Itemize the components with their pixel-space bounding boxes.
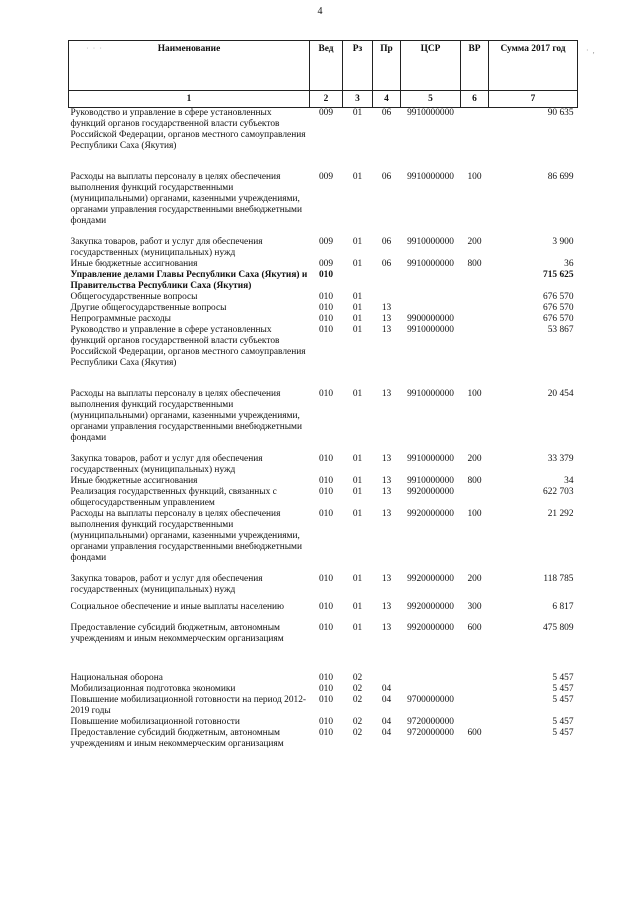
budget-table [68, 40, 578, 750]
row-name: Иные бюджетные ассигнования [70, 476, 198, 486]
row-sum: 118 785 [543, 574, 574, 584]
row-ved: 009 [318, 259, 334, 269]
column-number: 1 [69, 91, 310, 108]
row-name: Реализация государственных функций, связанных с общегосударственным управлением [70, 487, 277, 508]
row-name: Закупка товаров, работ и услуг для обеспечения государственных (муниципальных) нужд [70, 237, 263, 258]
row-name: Расходы на выплаты персоналу в целях обеспечения выполнения функций государственными (муниципальными) органами, казенными учреждениями, органами управления государственными внебюджетными фондами [70, 172, 302, 226]
row-rz: 01 [352, 314, 363, 324]
table-body [69, 108, 578, 751]
row-csr [401, 684, 461, 695]
table-row [69, 108, 578, 153]
table-row [69, 303, 578, 314]
column-number: 7 [489, 91, 578, 108]
row-rz: 02 [352, 673, 363, 683]
table-row [69, 444, 578, 476]
row-name: Закупка товаров, работ и услуг для обеспечения государственных (муниципальных) нужд [70, 574, 263, 595]
header-ved: Вед [310, 41, 343, 91]
row-vr [461, 717, 489, 728]
row-ved: 010 [318, 292, 334, 302]
table-row [69, 259, 578, 270]
row-name: Руководство и управление в сфере установленных функций органов государственной власти субъектов Российской Федерации, органов местного самоуправления Республики Саха (Якутия) [70, 108, 306, 151]
table-row [69, 613, 578, 645]
row-vr: 800 [467, 476, 482, 486]
row-pr: 06 [381, 108, 392, 118]
row-vr [461, 108, 489, 153]
table-row [69, 152, 578, 227]
row-csr [401, 292, 461, 303]
row-csr: 9920000000 [407, 509, 454, 519]
row-sum: 20 454 [547, 389, 574, 399]
row-pr: 06 [381, 172, 392, 182]
row-sum: 676 570 [543, 314, 574, 324]
row-csr: 9900000000 [407, 314, 454, 324]
header-csr: ЦСР [401, 41, 461, 91]
row-csr: 9700000000 [407, 695, 454, 705]
table-row [69, 369, 578, 444]
row-vr: 600 [467, 728, 482, 738]
table-row [69, 564, 578, 596]
row-csr [401, 303, 461, 314]
table-row [69, 596, 578, 613]
row-vr: 200 [467, 237, 482, 247]
row-ved: 010 [318, 389, 334, 399]
table-row [69, 270, 578, 292]
row-csr: 9720000000 [407, 728, 454, 738]
row-sum: 5 457 [552, 673, 574, 683]
row-csr: 9910000000 [407, 172, 454, 182]
row-csr: 9910000000 [407, 476, 454, 486]
row-rz: 01 [352, 487, 363, 497]
table-row [69, 684, 578, 695]
row-pr: 13 [381, 314, 392, 324]
row-ved: 010 [318, 476, 334, 486]
row-pr: 13 [381, 509, 392, 519]
row-csr [401, 645, 461, 684]
row-pr: 13 [381, 303, 392, 313]
row-csr: 9720000000 [407, 717, 454, 727]
row-pr: 06 [381, 259, 392, 269]
table-row [69, 227, 578, 259]
table-row [69, 476, 578, 487]
row-name: Расходы на выплаты персоналу в целях обеспечения выполнения функций государственными (муниципальными) органами, казенными учреждениями, органами управления государственными внебюджетными фондами [70, 509, 302, 563]
row-vr: 200 [467, 574, 482, 584]
row-sum: 475 809 [543, 623, 574, 633]
row-rz: 01 [352, 623, 363, 633]
row-rz: 01 [352, 389, 363, 399]
row-pr: 13 [381, 325, 392, 335]
row-vr [461, 325, 489, 369]
row-vr [461, 487, 489, 509]
header-pr: Пр [373, 41, 401, 91]
row-name: Руководство и управление в сфере установленных функций органов государственной власти субъектов Российской Федерации, органов местного самоуправления Республики Саха (Якутия) [70, 325, 306, 368]
row-ved: 010 [318, 303, 334, 313]
row-rz: 01 [352, 108, 363, 118]
row-sum: 36 [564, 259, 574, 269]
row-sum: 676 570 [543, 303, 574, 313]
row-ved: 010 [318, 602, 334, 612]
row-sum: 6 817 [552, 602, 574, 612]
row-name: Национальная оборона [70, 673, 163, 683]
row-ved: 010 [318, 623, 334, 633]
row-rz: 01 [352, 303, 363, 313]
row-sum: 5 457 [552, 695, 574, 705]
row-ved: 010 [318, 509, 334, 519]
row-vr [461, 270, 489, 292]
header-rz: Рз [343, 41, 373, 91]
row-rz: 02 [352, 684, 363, 694]
table-row [69, 728, 578, 750]
row-pr: 04 [381, 717, 392, 727]
row-csr: 9920000000 [407, 574, 454, 584]
table-row [69, 325, 578, 369]
header-sum: Сумма 2017 год [489, 41, 578, 91]
row-ved: 010 [318, 314, 334, 324]
row-name: Мобилизационная подготовка экономики [70, 684, 236, 694]
row-vr: 100 [467, 509, 482, 519]
row-pr [373, 270, 401, 292]
row-sum: 33 379 [547, 454, 574, 464]
column-number-row [69, 91, 578, 108]
row-rz: 01 [352, 237, 363, 247]
row-name: Предоставление субсидий бюджетным, автономным учреждениям и иным некоммерческим организациям [70, 728, 284, 749]
row-rz [343, 270, 373, 292]
row-ved: 010 [318, 673, 334, 683]
row-name: Иные бюджетные ассигнования [70, 259, 198, 269]
row-sum: 622 703 [543, 487, 574, 497]
row-pr: 13 [381, 602, 392, 612]
row-pr: 13 [381, 389, 392, 399]
row-sum: 676 570 [543, 292, 574, 302]
row-vr: 100 [467, 172, 482, 182]
table-row [69, 314, 578, 325]
row-pr [373, 645, 401, 684]
row-sum: 715 625 [543, 270, 574, 280]
row-rz: 02 [352, 728, 363, 738]
row-sum: 90 635 [547, 108, 574, 118]
row-rz: 01 [352, 509, 363, 519]
row-csr: 9920000000 [407, 487, 454, 497]
row-csr: 9910000000 [407, 237, 454, 247]
row-ved: 010 [318, 487, 334, 497]
column-number: 6 [461, 91, 489, 108]
row-vr: 100 [467, 389, 482, 399]
row-rz: 02 [352, 695, 363, 705]
row-ved: 010 [318, 325, 334, 335]
row-ved: 010 [318, 270, 334, 280]
row-rz: 01 [352, 172, 363, 182]
row-name: Предоставление субсидий бюджетным, автономным учреждениям и иным некоммерческим организациям [70, 623, 284, 644]
row-pr: 13 [381, 623, 392, 633]
row-vr [461, 314, 489, 325]
row-vr [461, 684, 489, 695]
row-name: Повышение мобилизационной готовности [70, 717, 240, 727]
row-rz: 02 [352, 717, 363, 727]
row-csr: 9920000000 [407, 602, 454, 612]
column-number: 2 [310, 91, 343, 108]
row-csr: 9910000000 [407, 454, 454, 464]
row-csr [401, 270, 461, 292]
table-row [69, 695, 578, 717]
row-csr: 9910000000 [407, 325, 454, 335]
header-name: Наименование [69, 41, 310, 91]
row-name: Другие общегосударственные вопросы [70, 303, 227, 313]
row-vr [461, 292, 489, 303]
row-pr: 13 [381, 476, 392, 486]
row-vr: 300 [467, 602, 482, 612]
column-number: 3 [343, 91, 373, 108]
table-row [69, 717, 578, 728]
row-ved: 010 [318, 728, 334, 738]
scan-mark-left: ˙ ˙ ˙ [86, 46, 103, 55]
row-vr [461, 695, 489, 717]
column-number: 4 [373, 91, 401, 108]
row-ved: 010 [318, 684, 334, 694]
row-sum: 21 292 [547, 509, 574, 519]
row-sum: 86 699 [547, 172, 574, 182]
row-pr: 04 [381, 728, 392, 738]
header-vr: ВР [461, 41, 489, 91]
row-pr: 13 [381, 574, 392, 584]
row-rz: 01 [352, 574, 363, 584]
row-sum: 5 457 [552, 728, 574, 738]
row-sum: 5 457 [552, 717, 574, 727]
row-vr: 800 [467, 259, 482, 269]
row-name: Управление делами Главы Республики Саха (Якутия) и Правительства Республики Саха (Якутия) [70, 270, 308, 291]
page-number: 4 [317, 6, 323, 17]
row-sum: 53 867 [547, 325, 574, 335]
row-name: Повышение мобилизационной готовности на период 2012-2019 годы [70, 695, 307, 716]
row-name: Социальное обеспечение и иные выплаты населению [70, 602, 285, 612]
row-name: Закупка товаров, работ и услуг для обеспечения государственных (муниципальных) нужд [70, 454, 263, 475]
row-rz: 01 [352, 292, 363, 302]
row-name: Расходы на выплаты персоналу в целях обеспечения выполнения функций государственными (муниципальными) органами, казенными учреждениями, органами управления государственными внебюджетными фондами [70, 389, 302, 443]
row-pr: 13 [381, 487, 392, 497]
row-pr [373, 292, 401, 303]
row-name: Непрограммные расходы [70, 314, 171, 324]
row-csr: 9910000000 [407, 108, 454, 118]
header-row [69, 41, 578, 91]
table-row [69, 487, 578, 509]
row-ved: 010 [318, 574, 334, 584]
row-rz: 01 [352, 259, 363, 269]
row-pr: 04 [381, 695, 392, 705]
row-rz: 01 [352, 454, 363, 464]
row-pr: 04 [381, 684, 392, 694]
row-csr: 9910000000 [407, 389, 454, 399]
row-rz: 01 [352, 602, 363, 612]
row-ved: 009 [318, 172, 334, 182]
row-ved: 009 [318, 237, 334, 247]
scan-mark-right: · , [586, 46, 596, 55]
column-number: 5 [401, 91, 461, 108]
table-row [69, 645, 578, 684]
row-sum: 3 900 [552, 237, 574, 247]
table-row [69, 509, 578, 564]
row-ved: 010 [318, 695, 334, 705]
row-vr: 600 [467, 623, 482, 633]
row-ved: 009 [318, 108, 334, 118]
row-sum: 5 457 [552, 684, 574, 694]
row-csr: 9920000000 [407, 623, 454, 633]
row-csr: 9910000000 [407, 259, 454, 269]
row-sum: 34 [564, 476, 574, 486]
row-vr: 200 [467, 454, 482, 464]
row-pr: 06 [381, 237, 392, 247]
row-ved: 010 [318, 717, 334, 727]
row-rz: 01 [352, 476, 363, 486]
row-ved: 010 [318, 454, 334, 464]
row-pr: 13 [381, 454, 392, 464]
table-row [69, 292, 578, 303]
row-vr [461, 303, 489, 314]
row-rz: 01 [352, 325, 363, 335]
row-name: Общегосударственные вопросы [70, 292, 198, 302]
row-vr [461, 645, 489, 684]
